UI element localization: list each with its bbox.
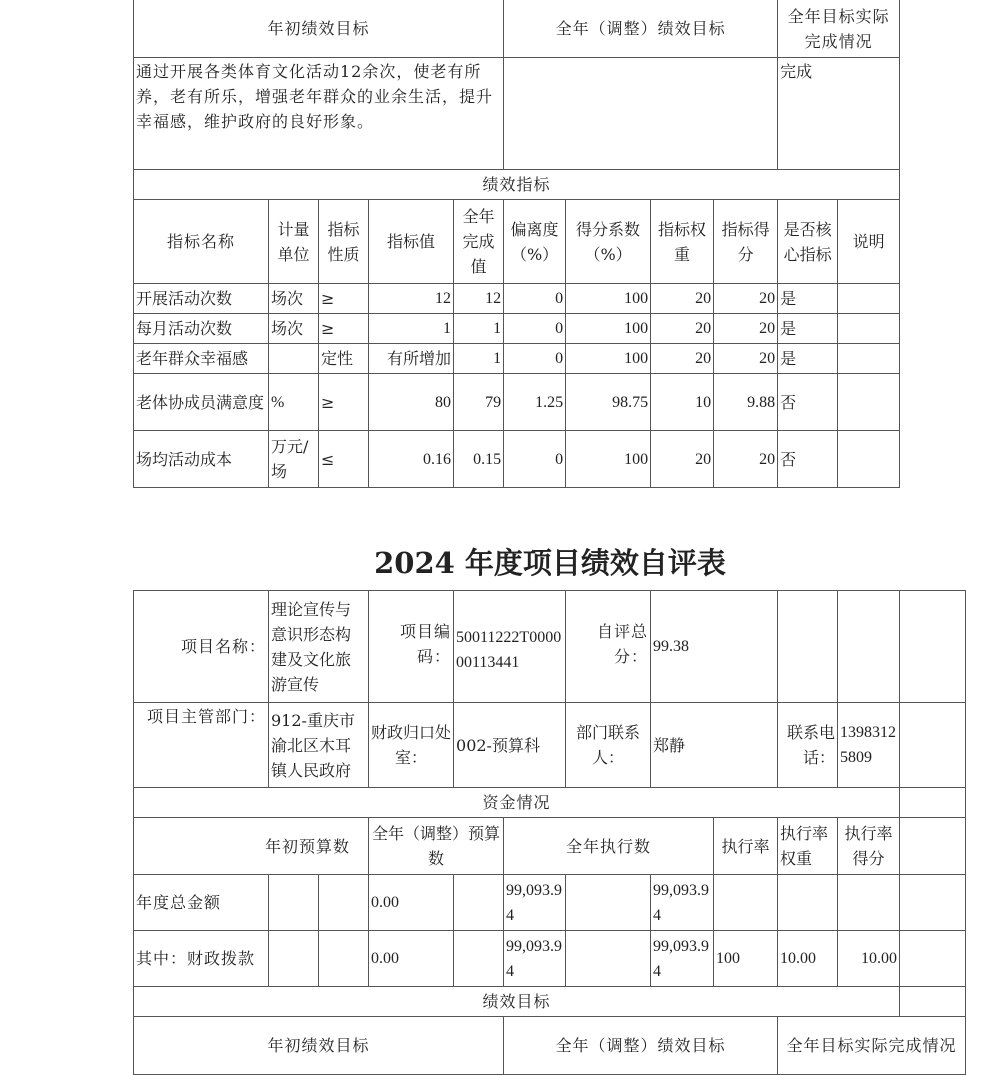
fund-initial: 0.00 [369,875,454,931]
indicator-target: 有所增加 [369,344,454,374]
header-note: 说明 [838,200,900,284]
indicator-coefficient: 100 [566,344,651,374]
fund-adjusted: 99,093.94 [504,875,566,931]
indicator-deviation: 0 [504,284,566,314]
indicator-score: 20 [714,431,778,488]
funds-title: 资金情况 [134,788,900,818]
indicator-table-top [133,0,900,488]
fund-rate: 100 [714,931,778,987]
contact-label: 部门联系人： [566,703,651,788]
fund-row-label: 年度总金额 [134,875,269,931]
indicator-weight: 20 [651,431,714,488]
fund-header-rate: 执行率 [714,818,778,875]
score-value: 99.38 [651,591,778,703]
project-info-table [133,590,966,1075]
header-unit: 计量单位 [269,200,319,284]
office-label: 财政归口处室： [369,703,454,788]
fund-initial: 0.00 [369,931,454,987]
goal-adjusted-text [504,58,778,170]
header-weight: 指标权重 [651,200,714,284]
indicator-done: 1 [454,314,504,344]
indicator-done: 1 [454,344,504,374]
goal-header-initial: 年初绩效目标 [134,1017,504,1075]
empty-cell [900,931,966,987]
table-row [134,875,966,931]
indicator-deviation: 0 [504,314,566,344]
header-indicator-name: 指标名称 [134,200,269,284]
indicator-core: 否 [778,431,838,488]
indicator-score: 20 [714,344,778,374]
indicator-target: 1 [369,314,454,344]
empty-cell [269,931,319,987]
project-name-value: 理论宣传与意识形态构建及文化旅游宣传 [269,591,369,703]
phone-label: 联系电话： [778,703,838,788]
fund-weight [778,875,838,931]
empty-cell [319,931,369,987]
table-row [134,431,900,488]
indicator-core: 是 [778,284,838,314]
indicator-coefficient: 98.75 [566,374,651,431]
project-code-label: 项目编码： [369,591,454,703]
fund-header-initial: 年初预算数 [134,818,369,875]
header-target: 指标值 [369,200,454,284]
indicator-note [838,284,900,314]
empty-cell [454,931,504,987]
goal-header-actual: 全年目标实际完成情况 [778,1017,966,1075]
indicator-score: 20 [714,284,778,314]
office-value: 002-预算科 [454,703,566,788]
fund-executed: 99,093.94 [651,931,714,987]
fund-header-adjusted: 全年（调整）预算数 [369,818,504,875]
empty-cell [454,875,504,931]
indicator-weight: 20 [651,314,714,344]
indicator-nature: ≥ [319,374,369,431]
indicator-nature: ≥ [319,314,369,344]
indicator-weight: 20 [651,344,714,374]
empty-cell [319,875,369,931]
indicator-note [838,374,900,431]
empty-cell [900,987,966,1017]
indicator-unit: 万元/场 [269,431,319,488]
indicator-name: 开展活动次数 [134,284,269,314]
indicator-coefficient: 100 [566,314,651,344]
empty-cell [838,591,900,703]
goal-header-adjusted: 全年（调整）绩效目标 [504,0,778,58]
indicator-weight: 10 [651,374,714,431]
indicator-target: 12 [369,284,454,314]
header-done: 全年完成值 [454,200,504,284]
indicator-target: 80 [369,374,454,431]
indicator-unit [269,344,319,374]
empty-cell [900,591,966,703]
indicator-name: 老体协成员满意度 [134,374,269,431]
indicator-coefficient: 100 [566,431,651,488]
header-score: 指标得分 [714,200,778,284]
goal-initial-text: 通过开展各类体育文化活动12余次，使老有所养，老有所乐，增强老年群众的业余生活，提升幸福感，维护政府的良好形象。 [134,58,504,170]
indicator-target: 0.16 [369,431,454,488]
project-name-label: 项目名称： [134,591,269,703]
indicator-score: 9.88 [714,374,778,431]
project-code-value: 50011222T000000113441 [454,591,566,703]
empty-cell [900,788,966,818]
dept-value: 912-重庆市渝北区木耳镇人民政府 [269,703,369,788]
table-row [134,314,900,344]
indicator-unit: 场次 [269,314,319,344]
goal-actual-text: 完成 [778,58,900,170]
indicator-name: 老年群众幸福感 [134,344,269,374]
empty-cell [900,703,966,788]
fund-header-score: 执行率得分 [838,818,900,875]
indicator-name: 场均活动成本 [134,431,269,488]
indicator-score: 20 [714,314,778,344]
table-row [134,344,900,374]
page-title: 2024 年度项目绩效自评表 [374,546,726,580]
indicator-weight: 20 [651,284,714,314]
empty-cell [269,875,319,931]
table-row [134,931,966,987]
contact-value: 郑静 [651,703,778,788]
indicator-note [838,431,900,488]
fund-weight: 10.00 [778,931,838,987]
phone-value: 13983125809 [838,703,900,788]
header-core: 是否核心指标 [778,200,838,284]
header-nature: 指标性质 [319,200,369,284]
indicator-unit: % [269,374,319,431]
indicator-unit: 场次 [269,284,319,314]
indicator-nature: ≤ [319,431,369,488]
table-row [134,284,900,314]
indicator-nature: 定性 [319,344,369,374]
fund-header-executed: 全年执行数 [504,818,714,875]
indicator-deviation: 0 [504,344,566,374]
empty-cell [566,875,651,931]
fund-executed: 99,093.94 [651,875,714,931]
goals-title: 绩效目标 [134,987,900,1017]
indicator-nature: ≥ [319,284,369,314]
fund-score: 10.00 [838,931,900,987]
indicator-note [838,344,900,374]
empty-cell [900,875,966,931]
fund-rate [714,875,778,931]
indicator-note [838,314,900,344]
score-label: 自评总分： [566,591,651,703]
goal-header-adjusted: 全年（调整）绩效目标 [504,1017,778,1075]
goal-header-initial: 年初绩效目标 [134,0,504,58]
fund-header-weight: 执行率权重 [778,818,838,875]
indicators-title: 绩效指标 [134,170,900,200]
empty-cell [566,931,651,987]
goal-header-actual: 全年目标实际完成情况 [778,0,900,58]
dept-label: 项目主管部门： [134,703,269,788]
indicator-done: 79 [454,374,504,431]
indicator-core: 是 [778,314,838,344]
indicator-core: 是 [778,344,838,374]
indicator-done: 0.15 [454,431,504,488]
indicator-done: 12 [454,284,504,314]
header-deviation: 偏离度（%） [504,200,566,284]
indicator-deviation: 1.25 [504,374,566,431]
empty-cell [778,591,838,703]
fund-row-label: 其中：财政拨款 [134,931,269,987]
indicator-name: 每月活动次数 [134,314,269,344]
fund-adjusted: 99,093.94 [504,931,566,987]
indicator-deviation: 0 [504,431,566,488]
empty-cell [900,818,966,875]
indicator-core: 否 [778,374,838,431]
indicator-coefficient: 100 [566,284,651,314]
header-coefficient: 得分系数（%） [566,200,651,284]
table-row [134,374,900,431]
fund-score [838,875,900,931]
